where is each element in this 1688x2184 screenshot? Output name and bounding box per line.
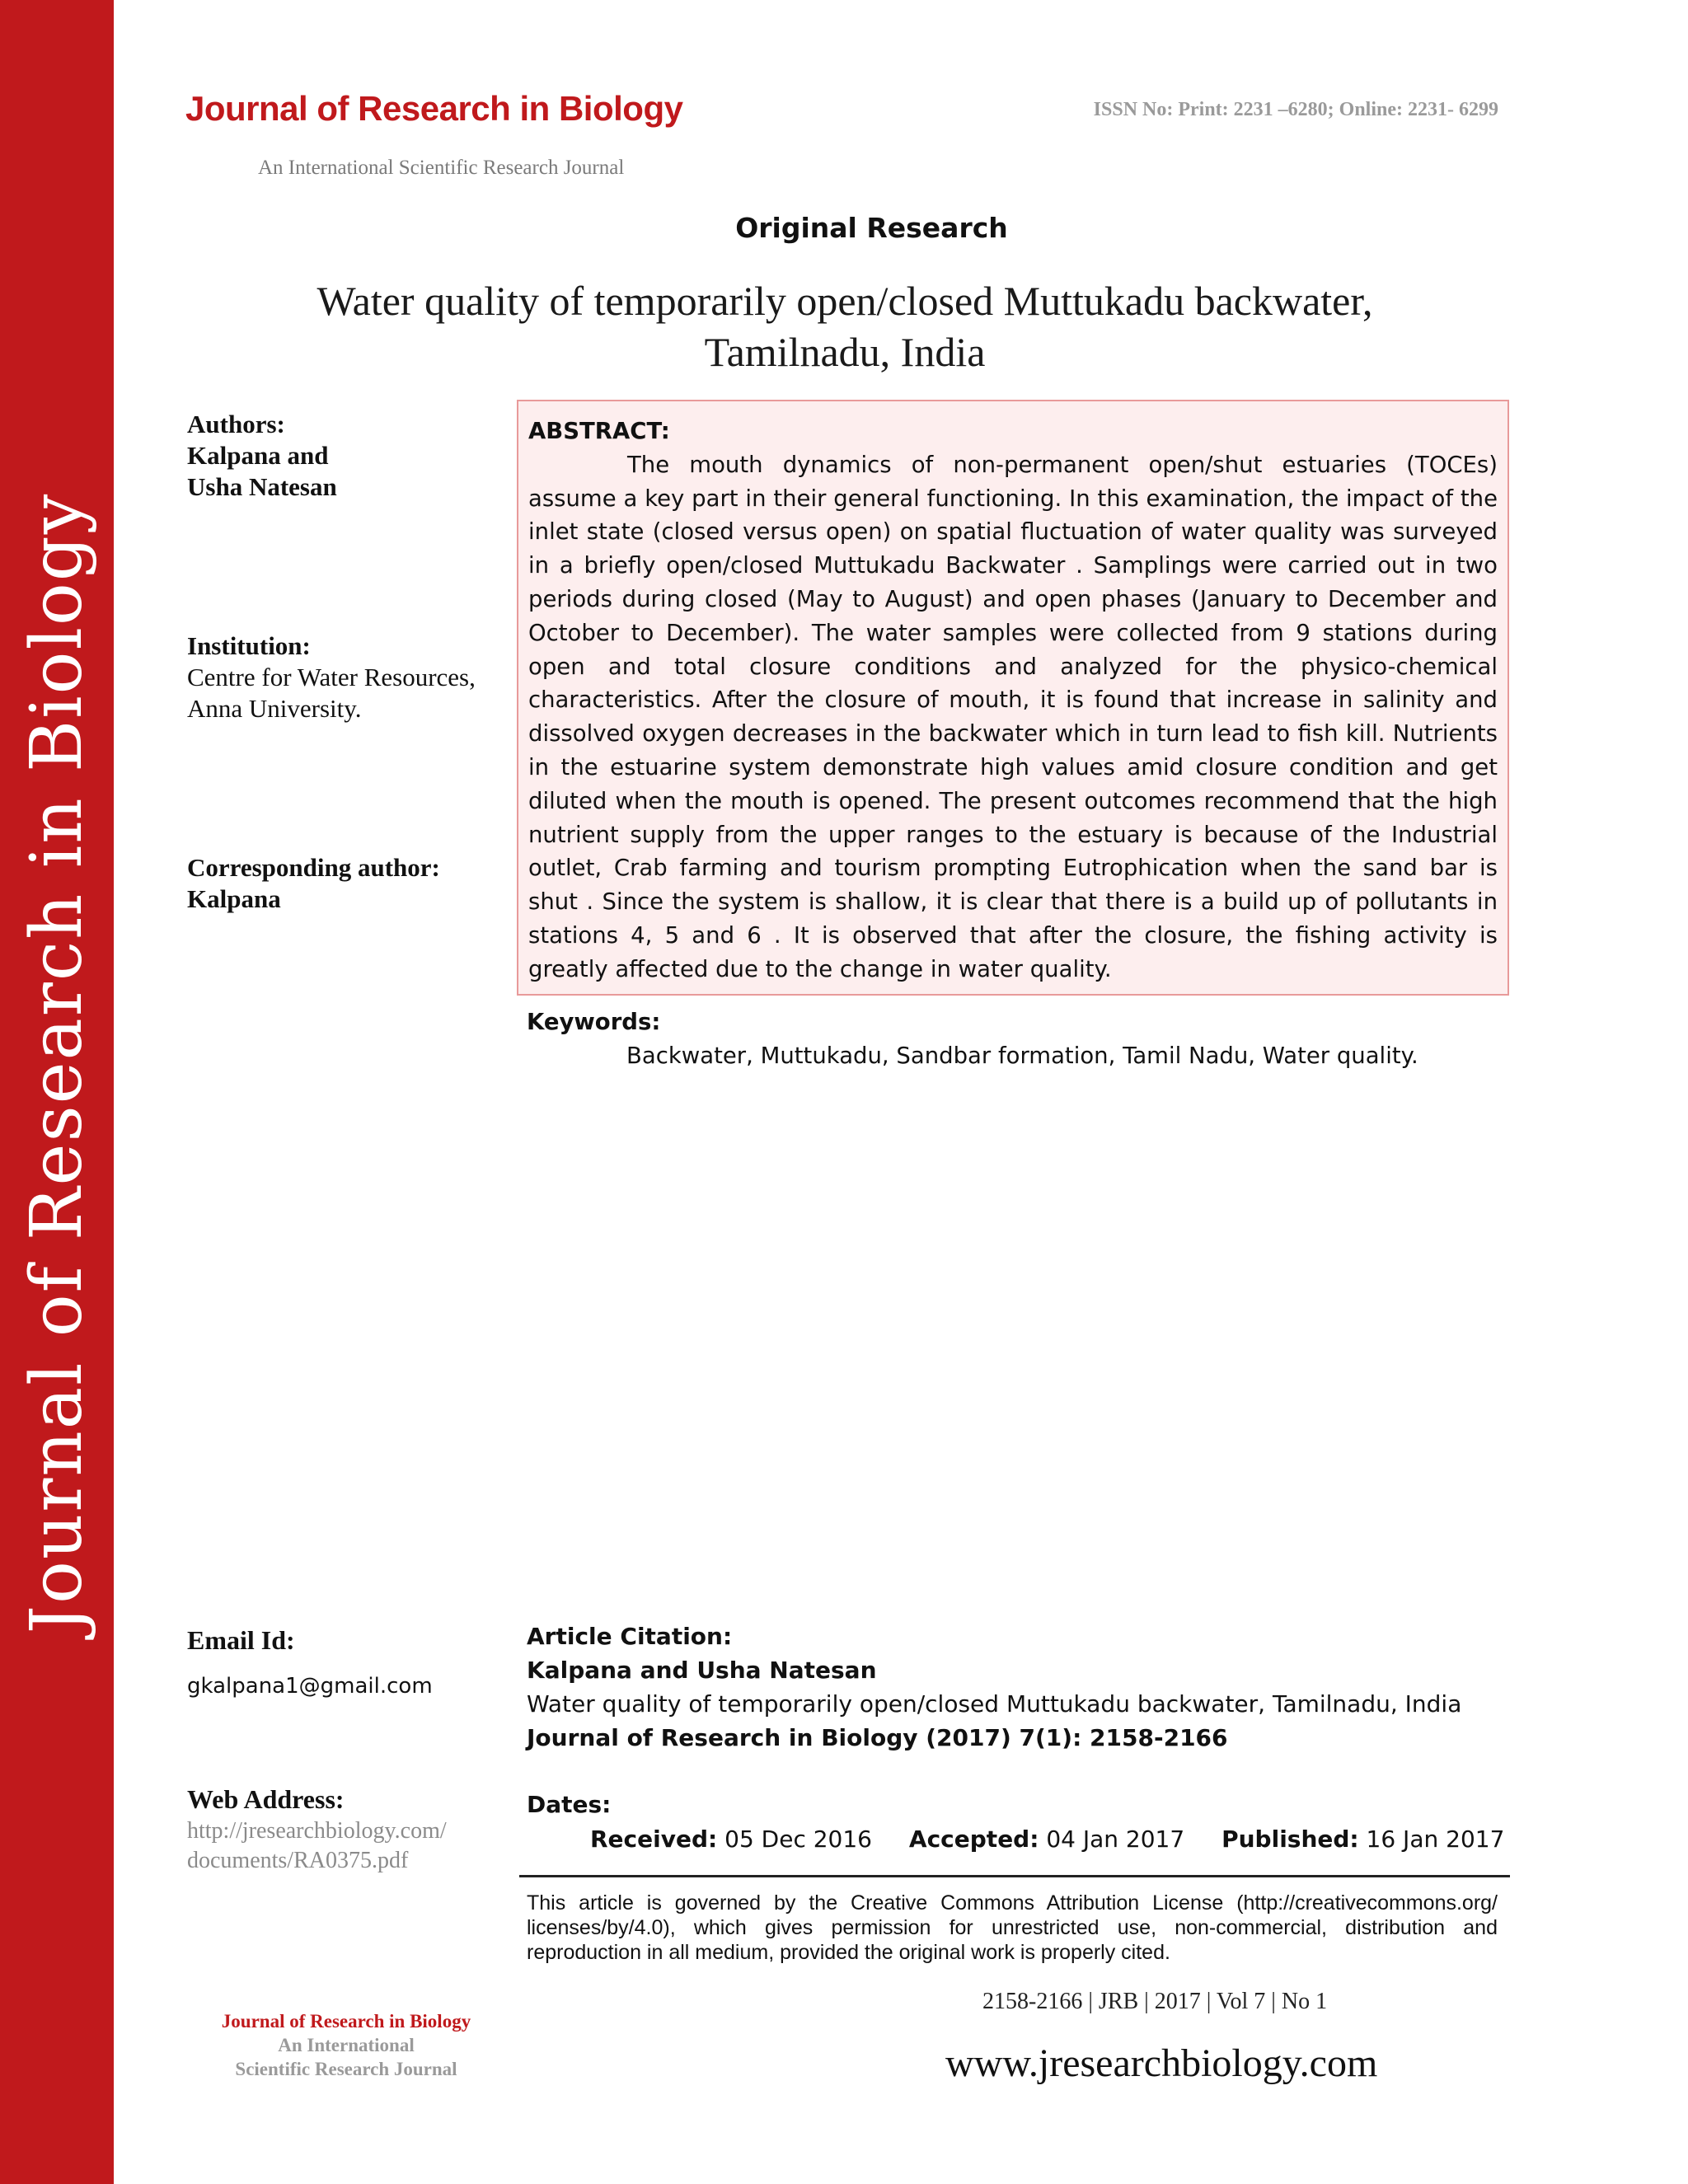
published-label: Published: xyxy=(1221,1825,1359,1853)
article-title-line-2: Tamilnadu, India xyxy=(704,329,986,375)
footer-journal-logo xyxy=(181,2009,511,2081)
accepted-label: Accepted: xyxy=(908,1825,1039,1853)
footer-logo-line-2: An International xyxy=(278,2035,415,2055)
corresponding-author-label: Corresponding author: xyxy=(187,853,440,882)
institution-label: Institution: xyxy=(187,631,311,660)
abstract-text: The mouth dynamics of non-permanent open/shut estuaries (TOCEs) assume a key part in their general functioning. In this examination, the impact of the inlet state (closed versus open) on spatial fluctuation of water quality was surveyed in a briefly open/closed Muttukadu Backwater . Samplings were carried out in two periods during closed (May to August) and open phases (January to December and October to December). The water samples were collected from 9 stations during open and total closure conditions and analyzed for the physico-chemical characteristics. After the closure of mouth, it is found that increase in salinity and dissolved oxygen decreases in the backwater which in turn lead to fish kill. Nutrients in the estuarine system demonstrate high values amid closure condition and get diluted when the mouth is opened. The present outcomes recommend that the high nutrient supply from the upper ranges to the estuary is because of the Industrial outlet, Crab farming and tourism prompting Eutrophication when the sand bar is shut . Since the system is shallow, it is clear that there is a build up of pollutants in stations 4, 5 and 6 . It is observed that after the closure, the fishing activity is greatly affected due to the change in water quality. xyxy=(528,451,1498,982)
authors-block xyxy=(187,409,337,503)
citation-heading: Article Citation: xyxy=(527,1623,733,1650)
received-label: Received: xyxy=(590,1825,718,1853)
web-address-label: Web Address: xyxy=(187,1784,345,1814)
license-notice: This article is governed by the Creative Commons Attribution License (http://creativecommons.org/ licenses/by/4.0), which gives permission for unrestricted use, non-commercial, distribution and reproduction in all medium, provided the original work is properly cited. xyxy=(527,1891,1498,1964)
issn-number: ISSN No: Print: 2231 –6280; Online: 2231- 6299 xyxy=(1093,99,1498,120)
article-title xyxy=(264,275,1426,377)
citation-journal: Journal of Research in Biology (2017) 7(1): 2158-2166 xyxy=(527,1724,1228,1751)
institution-line-1: Centre for Water Resources, xyxy=(187,663,476,691)
received-date-item xyxy=(590,1825,872,1853)
abstract-heading: ABSTRACT: xyxy=(528,418,670,444)
corresponding-author-name: Kalpana xyxy=(187,884,281,913)
journal-title: Journal of Research in Biology xyxy=(185,89,683,128)
institution-block xyxy=(187,630,476,724)
dates-row xyxy=(590,1825,1504,1853)
web-address-line-2[interactable]: documents/RA0375.pdf xyxy=(187,1848,409,1873)
article-title-line-1: Water quality of temporarily open/closed Muttukadu backwater, xyxy=(316,278,1373,324)
accepted-date: 04 Jan 2017 xyxy=(1046,1825,1185,1853)
published-date-item xyxy=(1221,1825,1504,1853)
abstract-box xyxy=(517,400,1509,996)
author-line-2: Usha Natesan xyxy=(187,472,337,501)
divider-rule xyxy=(519,1875,1510,1877)
footer-website-link[interactable]: www.jresearchbiology.com xyxy=(945,2041,1378,2085)
keywords-block xyxy=(527,1005,1418,1073)
journal-sidebar xyxy=(0,0,114,2184)
author-line-1: Kalpana and xyxy=(187,441,329,470)
dates-heading: Dates: xyxy=(527,1791,612,1818)
article-type: Original Research xyxy=(735,212,1008,244)
sidebar-journal-name: Journal of Research in Biology xyxy=(16,492,98,1634)
web-address-line-1[interactable]: http://jresearchbiology.com/ xyxy=(187,1818,447,1844)
email-address[interactable]: gkalpana1@gmail.com xyxy=(187,1674,433,1699)
footer-page-reference: 2158-2166 | JRB | 2017 | Vol 7 | No 1 xyxy=(982,1989,1328,2014)
keywords-list: Backwater, Muttukadu, Sandbar formation, Tamil Nadu, Water quality. xyxy=(626,1043,1418,1069)
institution-line-2: Anna University. xyxy=(187,694,362,723)
keywords-heading: Keywords: xyxy=(527,1009,661,1035)
accepted-date-item xyxy=(909,1825,1184,1853)
received-date: 05 Dec 2016 xyxy=(724,1825,872,1853)
citation-authors: Kalpana and Usha Natesan xyxy=(527,1657,877,1684)
web-address-link[interactable] xyxy=(187,1816,447,1876)
journal-subtitle: An International Scientific Research Journal xyxy=(258,157,625,179)
published-date: 16 Jan 2017 xyxy=(1366,1825,1505,1853)
citation-title: Water quality of temporarily open/closed Muttukadu backwater, Tamilnadu, India xyxy=(527,1690,1462,1718)
corresponding-author-block xyxy=(187,852,440,915)
footer-logo-line-3: Scientific Research Journal xyxy=(235,2059,457,2079)
footer-logo-title: Journal of Research in Biology xyxy=(221,2011,471,2032)
article-citation xyxy=(527,1619,1461,1755)
authors-label: Authors: xyxy=(187,410,285,438)
email-label: Email Id: xyxy=(187,1625,295,1655)
